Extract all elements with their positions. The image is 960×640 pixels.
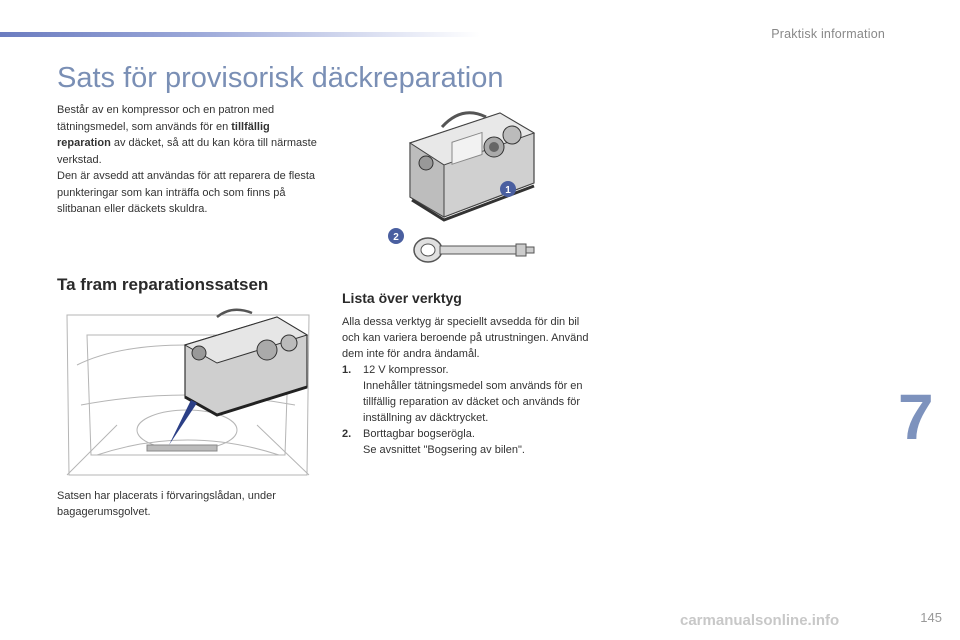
intro-p2: Den är avsedd att användas för att reparera de flesta punkteringar som kan inträffa och som finns på slitbanan eller däckets skuldra. bbox=[57, 170, 316, 215]
tool-item-2-number: 2. bbox=[342, 428, 352, 440]
header-bar bbox=[0, 32, 480, 37]
intro-p1-bold: tillfällig reparation bbox=[57, 120, 270, 149]
remove-kit-caption: Satsen har placerats i förvaringslådan, under bagagerumsgolvet. bbox=[57, 490, 276, 518]
compressor-kit-image bbox=[410, 113, 534, 220]
tool-item-1-number: 1. bbox=[342, 364, 352, 376]
chapter-number: 7 bbox=[898, 381, 934, 453]
trunk-illustration bbox=[57, 305, 319, 480]
kit-illustration bbox=[382, 105, 547, 275]
section-label: Praktisk information bbox=[771, 27, 885, 41]
intro-text bbox=[57, 102, 322, 218]
tool-item-2-label: Borttagbar bogserögla. bbox=[363, 428, 475, 440]
tool-item-1-detail: Innehåller tätningsmedel som används för en tillfällig reparation av däcket och används för inställning av däcktrycket. bbox=[363, 380, 583, 424]
watermark: carmanualsonline.info bbox=[680, 612, 840, 629]
callout-1: 1 bbox=[505, 185, 511, 196]
tool-item-1 bbox=[342, 362, 600, 378]
page-number: 145 bbox=[920, 610, 942, 625]
tools-heading: Lista över verktyg bbox=[342, 290, 462, 306]
towing-eye-image bbox=[414, 238, 534, 262]
tool-item-1-label: 12 V kompressor. bbox=[363, 364, 449, 376]
callout-2: 2 bbox=[393, 232, 399, 243]
intro-p1-b: av däcket, så att du kan köra till närmaste verkstad. bbox=[57, 137, 317, 166]
tool-item-2-detail: Se avsnittet "Bogsering av bilen". bbox=[363, 444, 525, 456]
tools-list bbox=[342, 314, 600, 458]
intro-p1-a: Består av en kompressor och en patron med tätningsmedel, som används för en bbox=[57, 104, 275, 133]
remove-kit-heading: Ta fram reparationssatsen bbox=[57, 275, 269, 294]
page-title: Sats för provisorisk däckreparation bbox=[57, 62, 504, 94]
tool-item-2 bbox=[342, 426, 600, 442]
tools-intro: Alla dessa verktyg är speciellt avsedda för din bil och kan variera beroende på utrustningen. Använd dem inte för andra ändamål. bbox=[342, 316, 589, 360]
